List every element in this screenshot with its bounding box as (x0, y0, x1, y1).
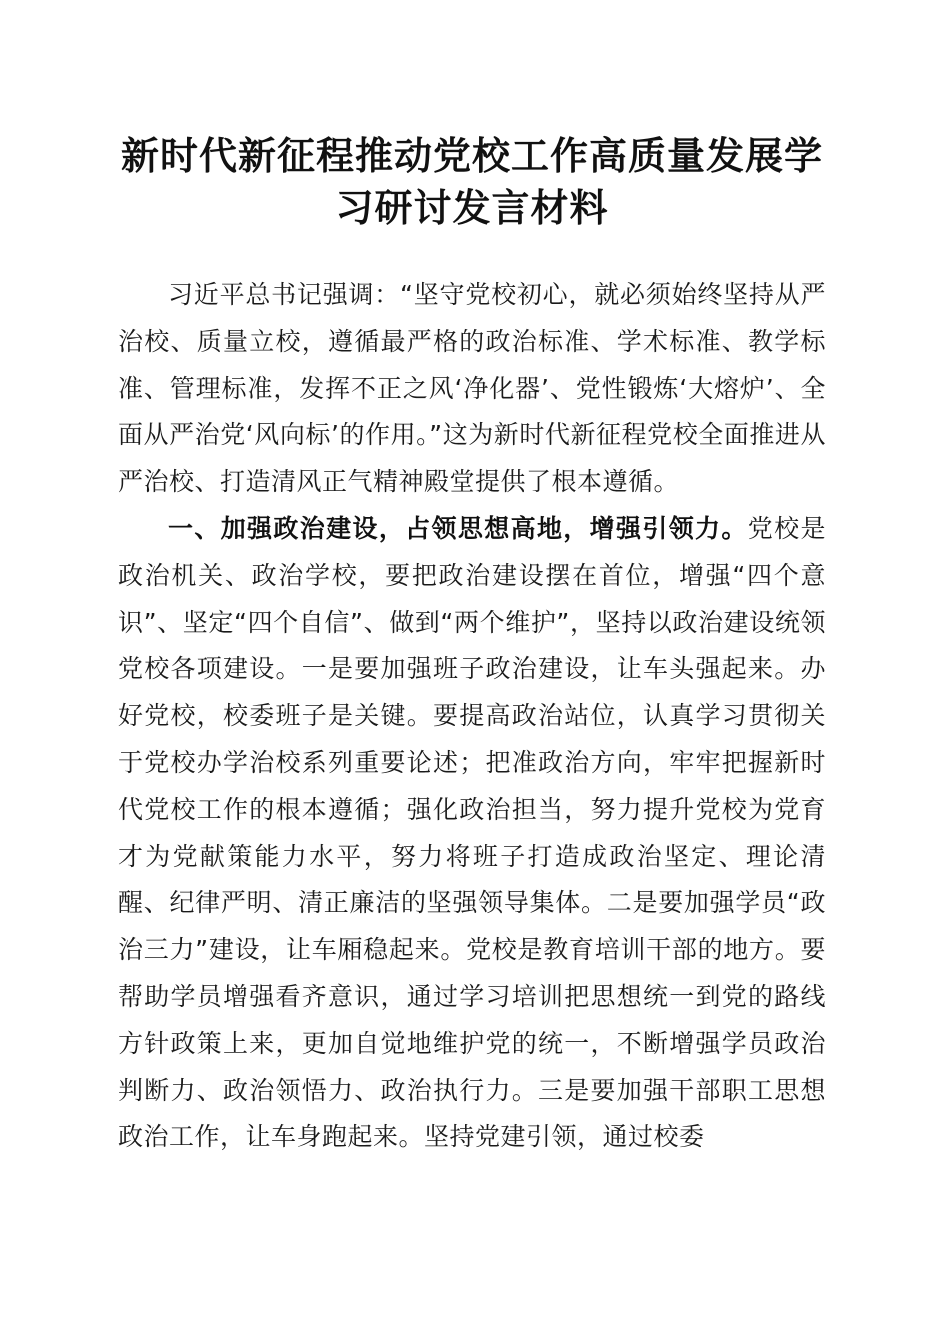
document-body (118, 272, 826, 1161)
section-one-text: 党校是政治机关、政治学校，要把政治建设摆在首位，增强“四个意识”、坚定“四个自信”、做到“两个维护”，坚持以政治建设统领党校各项建设。一是要加强班子政治建设，让车头强起来。办好党校，校委班子是关键。要提高政治站位，认真学习贯彻关于党校办学治校系列重要论述；把准政治方向，牢牢把握新时代党校工作的根本遵循；强化政治担当，努力提升党校为党育才为党献策能力水平，努力将班子打造成政治坚定、理论清醒、纪律严明、清正廉洁的坚强领导集体。二是要加强学员“政治三力”建设，让车厢稳起来。党校是教育培训干部的地方。要帮助学员增强看齐意识，通过学习培训把思想统一到党的路线方针政策上来，更加自觉地维护党的统一，不断增强学员政治判断力、政治领悟力、政治执行力。三是要加强干部职工思想政治工作，让车身跑起来。坚持党建引领，通过校委 (118, 513, 826, 1152)
document-title: 新时代新征程推动党校工作高质量发展学习研讨发言材料 (120, 133, 823, 230)
intro-paragraph: 习近平总书记强调：“坚守党校初心，就必须始终坚持从严治校、质量立校，遵循最严格的政治标准、学术标准、教学标准、管理标准，发挥不正之风‘净化器’、党性锻炼‘大熔炉’、全面从严治党‘风向标’的作用。”这为新时代新征程党校全面推进从严治校、打造清风正气精神殿堂提供了根本遵循。 (118, 280, 826, 497)
section-one-heading: 一、加强政治建设，占领思想高地，增强引领力。 (168, 513, 748, 543)
section-one-paragraph (118, 506, 826, 1161)
